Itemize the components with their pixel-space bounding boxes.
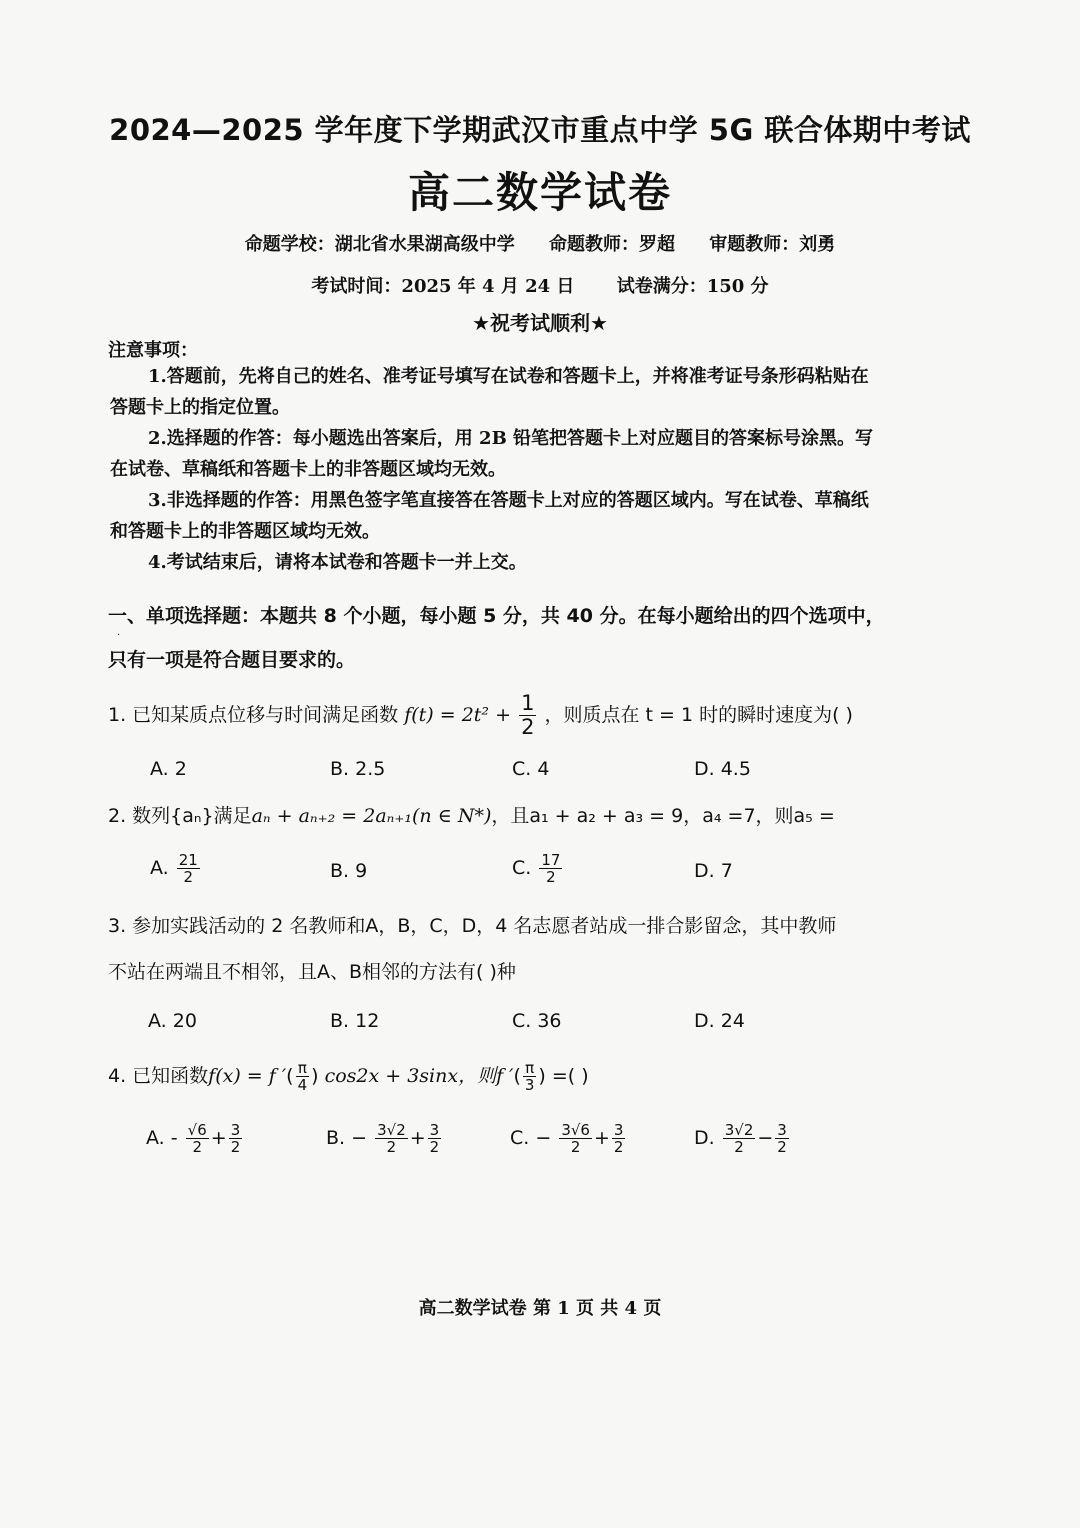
exam-authors: [0, 230, 1080, 256]
good-luck-banner: ★祝考试顺利★: [472, 311, 608, 335]
q4-d-d1: 2: [734, 1138, 744, 1156]
q3-option-b[interactable]: B. 12: [330, 1010, 380, 1032]
q4-c-label: C. −: [510, 1127, 552, 1149]
q4-b-plus: +: [409, 1127, 426, 1149]
q4-a-n2: 3: [230, 1121, 241, 1139]
q2-option-b[interactable]: B. 9: [330, 860, 368, 882]
q4-option-a[interactable]: [146, 1122, 244, 1155]
q1-function: f(t) = 2t² +: [404, 704, 512, 726]
q2-a-denominator: 2: [183, 868, 194, 886]
q1-prefix: 1. 已知某质点位移与时间满足函数: [108, 704, 399, 726]
question-2: [108, 794, 888, 838]
q4-pi-denominator-2: 3: [524, 1076, 535, 1094]
q2-c-denominator: 2: [546, 868, 556, 886]
page-footer: 高二数学试卷 第 1 页 共 4 页: [418, 1298, 662, 1319]
q4-pi-over-3: [523, 1060, 537, 1093]
q4-pi-numerator-2: π: [523, 1060, 537, 1077]
q1-frac-denominator: 2: [521, 715, 535, 739]
q1-suffix: ，则质点在 t = 1 时的瞬时速度为( ): [544, 704, 853, 726]
q4-a-label: A. -: [146, 1127, 178, 1149]
q3-option-c[interactable]: C. 36: [512, 1010, 562, 1032]
q4-c-plus: +: [593, 1127, 610, 1149]
q2-option-c[interactable]: [512, 852, 564, 885]
q4-a-n1: √6: [187, 1121, 207, 1139]
q2-option-c-label: C.: [512, 857, 532, 879]
notes-title: 注意事项：: [108, 340, 198, 361]
question-3-line-1: 3. 参加实践活动的 2 名教师和A，B，C，D，4 名志愿者站成一排合影留念，其中教师: [108, 915, 837, 937]
q4-func-b: cos2x + 3sinx，则f ′: [324, 1065, 514, 1087]
q4-pi-numerator-1: π: [296, 1060, 310, 1077]
school-label: 命题学校：湖北省水果湖高级中学: [244, 234, 515, 255]
exam-info: [0, 272, 1080, 298]
exam-title: 2024—2025 学年度下学期武汉市重点中学 5G 联合体期中考试: [109, 113, 971, 147]
full-score: 试卷满分：150 分: [616, 276, 769, 297]
q4-d-minus: −: [757, 1127, 774, 1149]
q4-a-frac-1: [186, 1122, 209, 1155]
teacher-label: 命题教师：罗超: [549, 234, 675, 255]
q1-option-c[interactable]: C. 4: [512, 758, 550, 780]
q4-b-frac-1: [375, 1122, 408, 1155]
note-item-3: 3.非选择题的作答：用黑色签字笔直接答在答题卡上对应的答题区域内。写在试卷、草稿纸和答题卡上的非答题区域均无效。: [110, 490, 869, 542]
q2-option-d[interactable]: D. 7: [694, 860, 733, 882]
q2-option-a-fraction: [177, 852, 200, 885]
q4-c-d1: 2: [570, 1138, 581, 1156]
reviewer-label: 审题教师：刘勇: [709, 234, 836, 255]
q4-suffix: =( ): [551, 1065, 589, 1087]
question-1: [108, 692, 888, 739]
q4-func-a: f(x) = f ′: [208, 1065, 287, 1087]
q2-option-a[interactable]: [150, 852, 202, 885]
note-item-2: 2.选择题的作答：每小题选出答案后，用 2B 铅笔把答题卡上对应题目的答案标号涂黑。写在试卷、草稿纸和答题卡上的非答题区域均无效。: [110, 428, 874, 480]
q4-option-d[interactable]: [694, 1122, 791, 1155]
q1-option-d[interactable]: D. 4.5: [694, 758, 751, 780]
q4-d-n2: 3: [777, 1121, 787, 1139]
q4-a-plus: +: [210, 1127, 227, 1149]
q1-option-a[interactable]: A. 2: [150, 758, 187, 780]
q4-option-b[interactable]: [326, 1122, 443, 1155]
q4-b-frac-2: [428, 1122, 442, 1155]
q4-b-n2: 3: [429, 1121, 440, 1139]
q3-option-d[interactable]: D. 24: [694, 1010, 745, 1032]
q1-fraction: [519, 692, 536, 739]
q2-formula: aₙ + aₙ₊₂ = 2aₙ₊₁(n ∈ N*): [251, 805, 492, 827]
paper-title: 高二数学试卷: [407, 168, 672, 217]
q2-option-a-label: A.: [150, 857, 169, 879]
q4-b-n1: 3√2: [377, 1121, 406, 1139]
q2-a-numerator: 21: [178, 851, 198, 869]
q2-c-numerator: 17: [541, 851, 561, 869]
stray-mark: ·: [117, 630, 121, 641]
q4-pi-over-4: [296, 1060, 310, 1093]
note-item-1: 1.答题前，先将自己的姓名、准考证号填写在试卷和答题卡上，并将准考证号条形码粘贴在答题卡上的指定位置。: [110, 366, 869, 418]
q2-suffix: ，且a₁ + a₂ + a₃ = 9，a₄ =7，则a₅ =: [491, 805, 835, 827]
q4-c-frac-1: [559, 1122, 592, 1155]
q3-option-a[interactable]: A. 20: [148, 1010, 197, 1032]
q4-d-d2: 2: [777, 1138, 787, 1156]
question-4: 4. 已知函数f(x) = f ′( $\frac{\pi}{4}$ ) cos2x + 3sinx，则f ′( $\frac{\pi}{3}$ ) =( ): [108, 1059, 589, 1094]
q4-pi-denominator-1: 4: [297, 1076, 308, 1094]
q4-a-d1: 2: [192, 1138, 202, 1156]
q1-frac-numerator: 1: [521, 691, 535, 715]
q4-prefix: 4. 已知函数: [108, 1065, 209, 1087]
q4-c-n2: 3: [613, 1121, 624, 1139]
q4-b-d2: 2: [429, 1138, 440, 1156]
q4-d-frac-1: [723, 1122, 756, 1155]
q1-option-b[interactable]: B. 2.5: [330, 758, 386, 780]
q4-b-label: B. −: [326, 1127, 368, 1149]
q4-a-frac-2: [229, 1122, 243, 1155]
q2-prefix: 2. 数列{aₙ}满足: [108, 805, 252, 827]
q2-option-c-fraction: [539, 852, 562, 885]
q4-c-frac-2: [612, 1122, 626, 1155]
q4-b-d1: 2: [386, 1138, 397, 1156]
question-3-line-2: 不站在两端且不相邻，且A、B相邻的方法有( )种: [108, 961, 516, 983]
q4-d-frac-2: [775, 1122, 789, 1155]
q4-d-label: D.: [694, 1127, 715, 1149]
q4-option-c[interactable]: [510, 1122, 627, 1155]
exam-time: 考试时间：2025 年 4 月 24 日: [311, 276, 575, 297]
q4-c-n1: 3√6: [561, 1121, 590, 1139]
note-item-4: 4.考试结束后，请将本试卷和答题卡一并上交。: [148, 552, 527, 573]
q4-c-d2: 2: [613, 1138, 624, 1156]
q4-d-n1: 3√2: [724, 1121, 754, 1139]
section-heading: 一、单项选择题：本题共 8 个小题，每小题 5 分，共 40 分。在每小题给出的四个选项中，只有一项是符合题目要求的。: [108, 605, 885, 671]
q4-a-d2: 2: [230, 1138, 241, 1156]
